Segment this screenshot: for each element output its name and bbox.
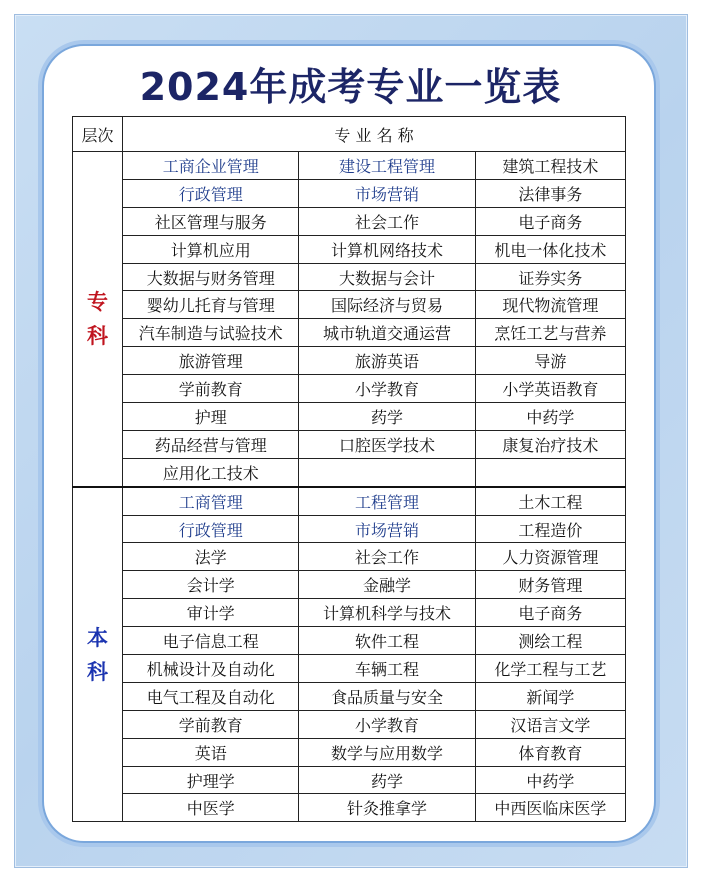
- table-body: [73, 152, 626, 822]
- header-majors: 专 业 名 称: [123, 117, 626, 152]
- table-row: [73, 710, 626, 738]
- level-label: 科: [87, 323, 109, 348]
- table-row: [73, 152, 626, 180]
- major-cell: 烹饪工艺与营养: [475, 319, 625, 347]
- major-cell: 中医学: [123, 794, 299, 822]
- major-cell: 婴幼儿托育与管理: [123, 291, 299, 319]
- major-cell: 英语: [123, 738, 299, 766]
- major-cell: 国际经济与贸易: [299, 291, 475, 319]
- major-cell: 城市轨道交通运营: [299, 319, 475, 347]
- level-label: 科: [87, 659, 109, 684]
- table-row: [73, 207, 626, 235]
- major-cell: 现代物流管理: [475, 291, 625, 319]
- level-cell: [73, 152, 123, 487]
- majors-table: [72, 116, 626, 822]
- major-cell: 针灸推拿学: [299, 794, 475, 822]
- table-header-row: [73, 117, 626, 152]
- major-cell: 新闻学: [475, 682, 625, 710]
- table-row: [73, 430, 626, 458]
- major-cell: 体育教育: [475, 738, 625, 766]
- table-row: [73, 179, 626, 207]
- major-cell: 社区管理与服务: [123, 207, 299, 235]
- major-cell: 市场营销: [299, 515, 475, 543]
- major-cell: 中药学: [475, 766, 625, 794]
- table-row: [73, 738, 626, 766]
- major-cell: 旅游英语: [299, 347, 475, 375]
- major-cell: 电子信息工程: [123, 627, 299, 655]
- major-cell: 康复治疗技术: [475, 430, 625, 458]
- level-label: 本: [87, 625, 109, 650]
- table-row: [73, 487, 626, 515]
- major-cell: 工程管理: [299, 487, 475, 515]
- major-cell: 工商管理: [123, 487, 299, 515]
- major-cell: 土木工程: [475, 487, 625, 515]
- major-cell: 建筑工程技术: [475, 152, 625, 180]
- major-cell: 工商企业管理: [123, 152, 299, 180]
- major-cell: 药学: [299, 403, 475, 431]
- major-cell: 大数据与会计: [299, 263, 475, 291]
- page-title: 2024年成考专业一览表: [139, 65, 562, 109]
- major-cell: 口腔医学技术: [299, 430, 475, 458]
- major-cell: 电子商务: [475, 207, 625, 235]
- major-cell: 汉语言文学: [475, 710, 625, 738]
- major-cell: 学前教育: [123, 710, 299, 738]
- table-row: [73, 347, 626, 375]
- header-level: 层次: [73, 117, 123, 152]
- level-label: 专: [87, 289, 109, 314]
- table-row: [73, 766, 626, 794]
- major-cell: 软件工程: [299, 627, 475, 655]
- major-cell: [475, 458, 625, 486]
- major-cell: 计算机应用: [123, 235, 299, 263]
- major-cell: 审计学: [123, 599, 299, 627]
- major-cell: 药学: [299, 766, 475, 794]
- major-cell: 中药学: [475, 403, 625, 431]
- major-cell: 证券实务: [475, 263, 625, 291]
- major-cell: 人力资源管理: [475, 543, 625, 571]
- major-cell: 中西医临床医学: [475, 794, 625, 822]
- table-row: [73, 543, 626, 571]
- table-row: [73, 682, 626, 710]
- major-cell: 数学与应用数学: [299, 738, 475, 766]
- major-cell: 计算机科学与技术: [299, 599, 475, 627]
- table-row: [73, 571, 626, 599]
- major-cell: 车辆工程: [299, 655, 475, 683]
- major-cell: 护理: [123, 403, 299, 431]
- major-cell: 机电一体化技术: [475, 235, 625, 263]
- major-cell: 金融学: [299, 571, 475, 599]
- table-row: [73, 291, 626, 319]
- table-row: [73, 627, 626, 655]
- major-cell: 电气工程及自动化: [123, 682, 299, 710]
- table-row: [73, 375, 626, 403]
- major-cell: 汽车制造与试验技术: [123, 319, 299, 347]
- major-cell: 学前教育: [123, 375, 299, 403]
- table-row: [73, 655, 626, 683]
- major-cell: 行政管理: [123, 179, 299, 207]
- major-cell: 法学: [123, 543, 299, 571]
- major-cell: 财务管理: [475, 571, 625, 599]
- major-cell: 药品经营与管理: [123, 430, 299, 458]
- major-cell: 应用化工技术: [123, 458, 299, 486]
- table-row: [73, 403, 626, 431]
- table-row: [73, 235, 626, 263]
- table-row: [73, 599, 626, 627]
- table-row: [73, 794, 626, 822]
- major-cell: 工程造价: [475, 515, 625, 543]
- major-cell: 法律事务: [475, 179, 625, 207]
- major-cell: [299, 458, 475, 486]
- major-cell: 导游: [475, 347, 625, 375]
- major-cell: 小学教育: [299, 710, 475, 738]
- level-cell: [73, 487, 123, 822]
- major-cell: 护理学: [123, 766, 299, 794]
- major-cell: 食品质量与安全: [299, 682, 475, 710]
- major-cell: 旅游管理: [123, 347, 299, 375]
- major-cell: 小学英语教育: [475, 375, 625, 403]
- table-row: [73, 458, 626, 486]
- major-cell: 机械设计及自动化: [123, 655, 299, 683]
- table-row: [73, 515, 626, 543]
- major-cell: 行政管理: [123, 515, 299, 543]
- major-cell: 社会工作: [299, 207, 475, 235]
- major-cell: 小学教育: [299, 375, 475, 403]
- major-cell: 市场营销: [299, 179, 475, 207]
- major-cell: 测绘工程: [475, 627, 625, 655]
- table-row: [73, 319, 626, 347]
- major-cell: 建设工程管理: [299, 152, 475, 180]
- table-row: [73, 263, 626, 291]
- major-cell: 大数据与财务管理: [123, 263, 299, 291]
- major-cell: 电子商务: [475, 599, 625, 627]
- major-cell: 计算机网络技术: [299, 235, 475, 263]
- major-cell: 社会工作: [299, 543, 475, 571]
- major-cell: 化学工程与工艺: [475, 655, 625, 683]
- major-cell: 会计学: [123, 571, 299, 599]
